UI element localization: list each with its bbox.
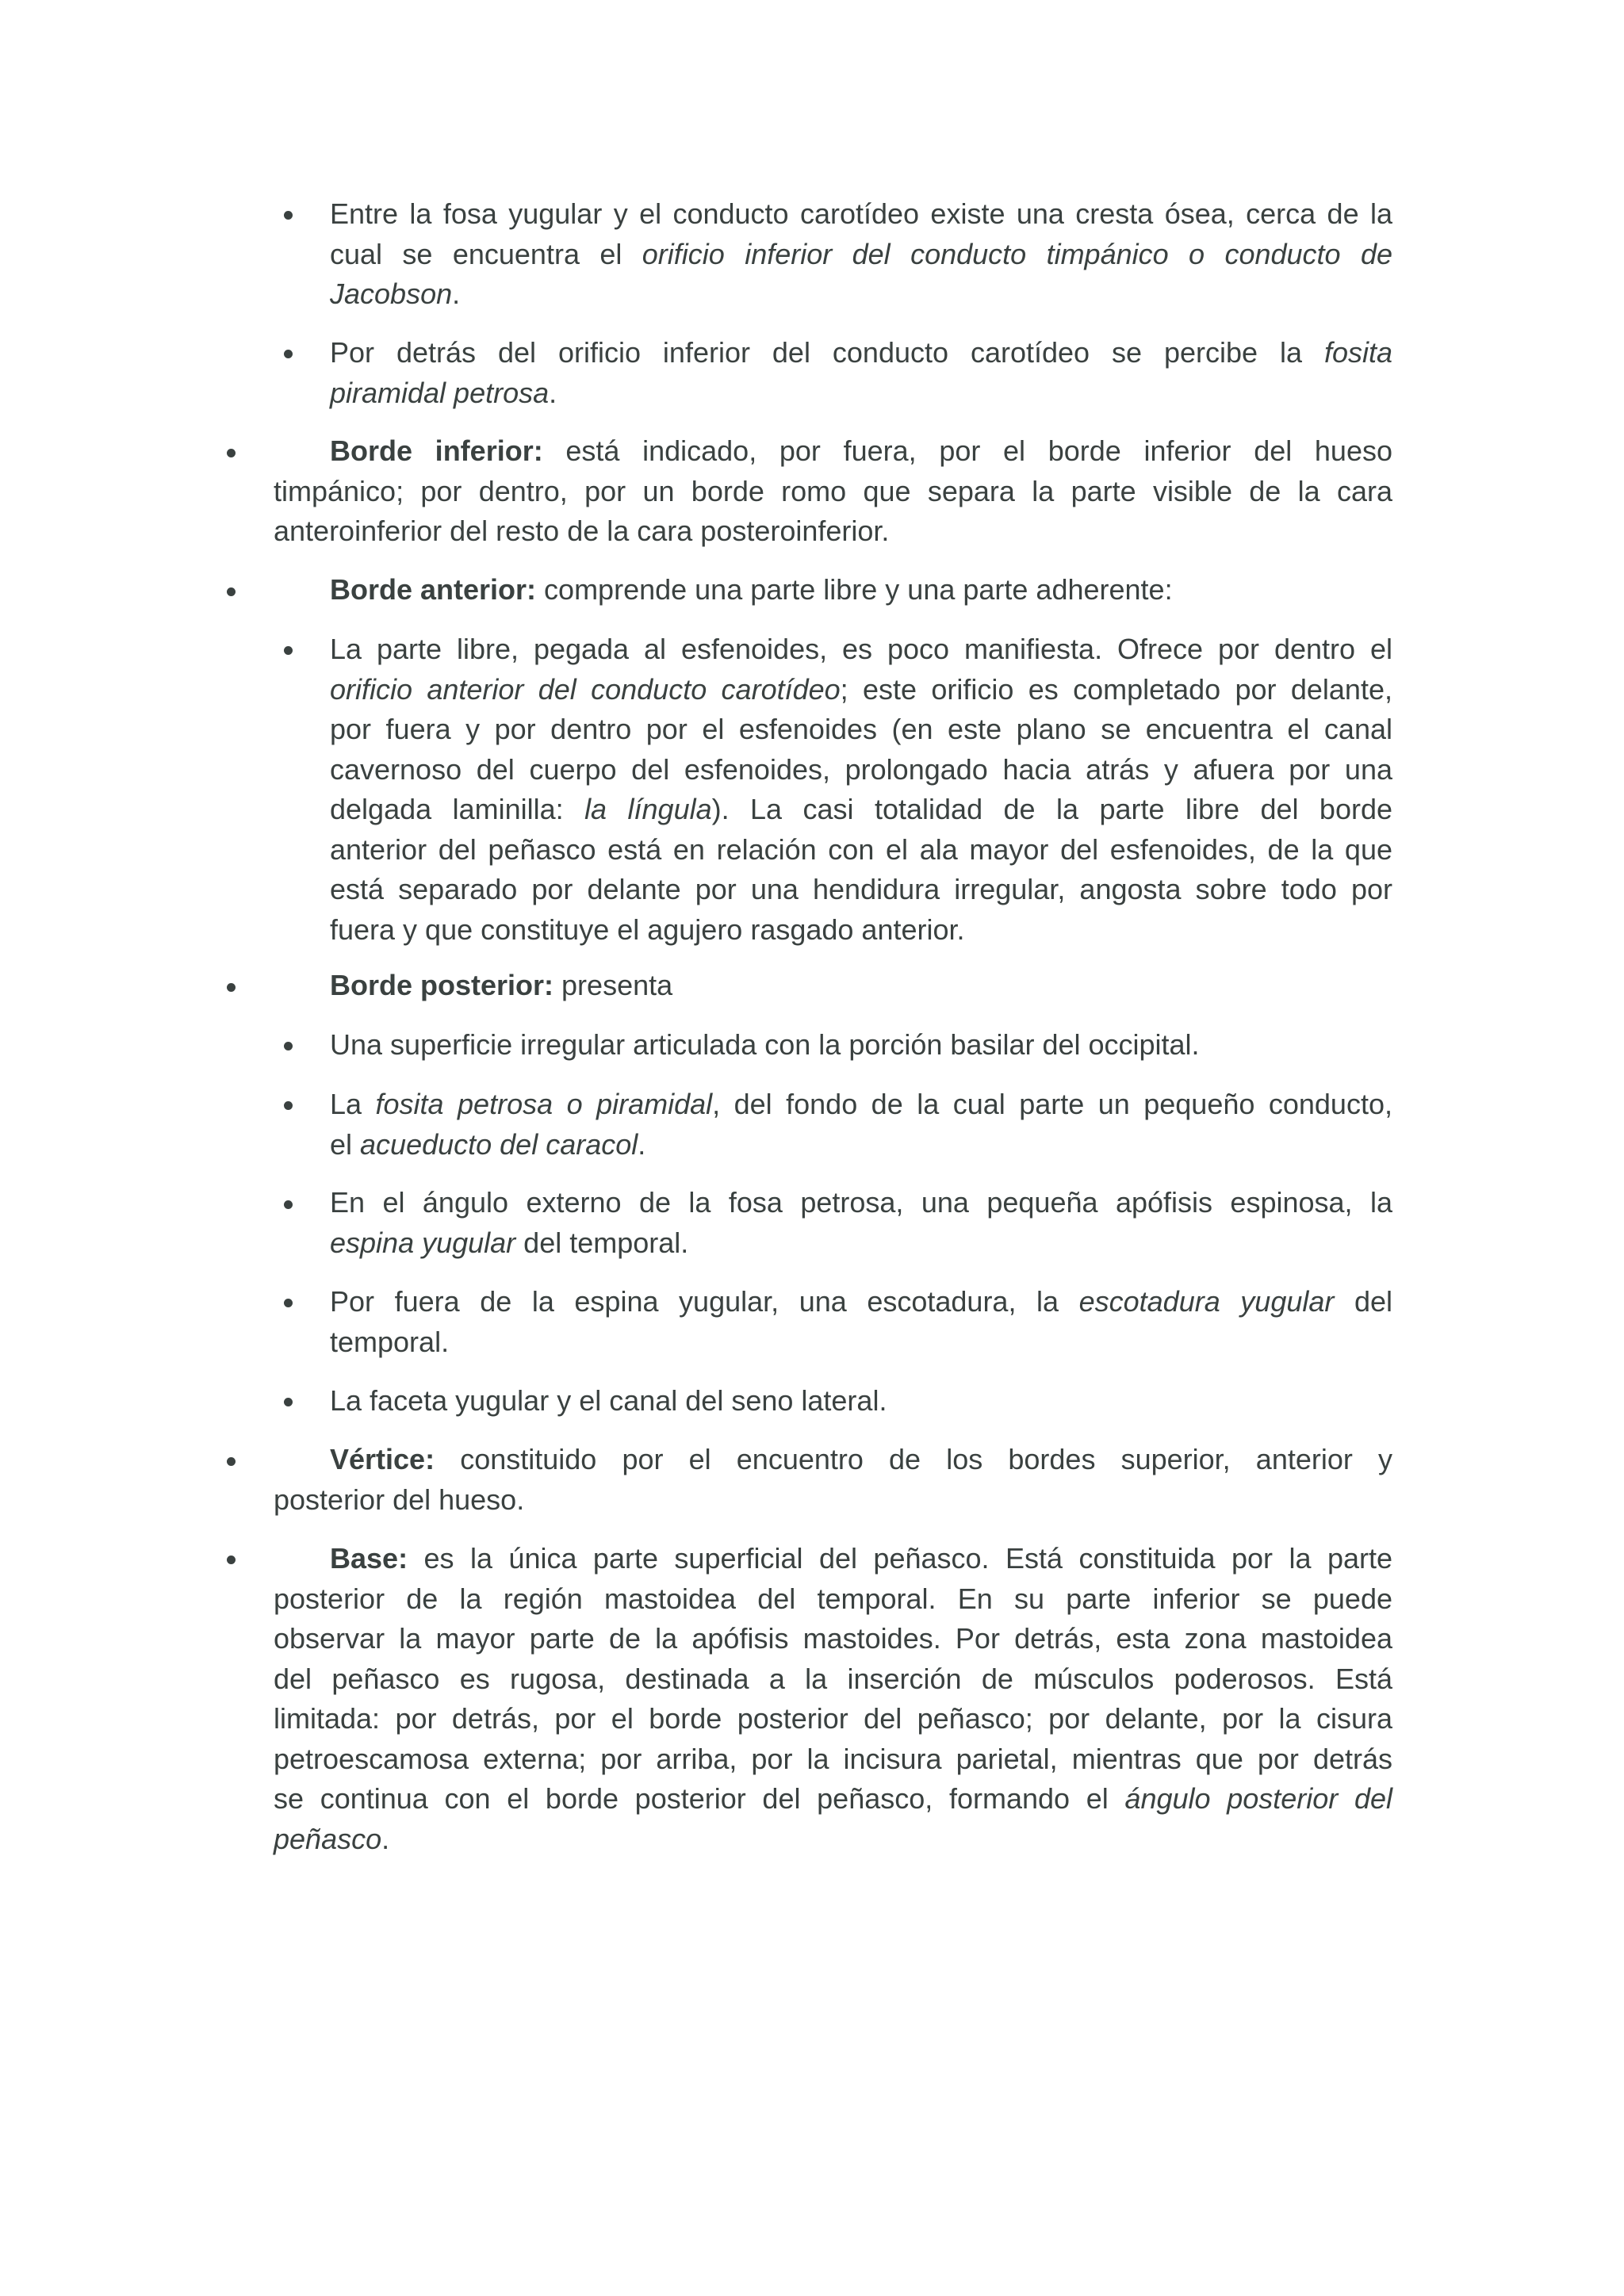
- text-run: está indicado, por fuera, por el borde inferior del hueso: [542, 434, 1392, 467]
- text-line: [330, 1183, 1392, 1223]
- list-bullet: [284, 1101, 293, 1110]
- text-run: .: [638, 1127, 646, 1161]
- list-bullet: [284, 646, 293, 655]
- text-line: [274, 1739, 1392, 1780]
- text-run: .: [549, 376, 557, 409]
- list-item-top: [274, 431, 1392, 552]
- text-run: presenta: [553, 969, 673, 1001]
- list-item-top: [274, 1440, 1392, 1520]
- text-line: [330, 629, 1392, 670]
- text-run: del temporal.: [515, 1226, 689, 1259]
- text-run-italic: orificio inferior del conducto timpánico o conducto de: [642, 237, 1392, 270]
- text-line: [274, 472, 1392, 512]
- list-item-sub: [330, 1183, 1392, 1263]
- list-bullet: [284, 1299, 293, 1307]
- text-run: delgada laminilla:: [330, 793, 585, 825]
- list-item-sub: [330, 1085, 1392, 1165]
- text-line: [274, 511, 1392, 552]
- text-line: [330, 1322, 1392, 1363]
- text-line: [274, 431, 1392, 472]
- text-run: timpánico; por dentro, por un borde romo que separa la parte visible de la cara: [274, 474, 1392, 507]
- list-item-top: [274, 1539, 1392, 1859]
- text-run: .: [452, 277, 461, 310]
- text-line: [274, 1480, 1392, 1521]
- list-bullet: [227, 1556, 236, 1564]
- text-run-italic: espina yugular: [330, 1226, 516, 1259]
- text-line: [330, 1085, 1392, 1125]
- text-run: , del fondo de la cual parte un pequeño conducto,: [712, 1088, 1392, 1120]
- text-run-italic: ángulo posterior del: [1124, 1782, 1392, 1815]
- text-line: [330, 1025, 1392, 1066]
- text-run: del: [1334, 1285, 1392, 1318]
- text-line: [274, 1699, 1392, 1739]
- text-run-italic: peñasco: [274, 1822, 382, 1855]
- text-run-italic: fosita: [1323, 336, 1392, 369]
- text-line: [274, 1659, 1392, 1700]
- text-run-italic: escotadura yugular: [1078, 1285, 1335, 1318]
- text-run: cavernoso del cuerpo del esfenoides, prolongado hacia atrás y afuera por una: [330, 752, 1392, 786]
- text-line: [330, 830, 1392, 871]
- list-item-sub: [330, 629, 1392, 950]
- list-item-sub: [330, 194, 1392, 315]
- text-run: está separado por delante por una hendidura irregular, angosta sobre todo por: [330, 873, 1392, 905]
- list-bullet: [284, 350, 293, 358]
- list-bullet: [284, 211, 293, 220]
- text-run: comprende una parte libre y una parte adherente:: [536, 573, 1173, 606]
- text-line: [274, 1820, 1392, 1860]
- text-line: [274, 1619, 1392, 1659]
- list-bullet: [284, 1200, 293, 1209]
- text-run: limitada: por detrás, por el borde posterior del peñasco; por delante, por la cisura: [274, 1702, 1392, 1735]
- text-line: [274, 1539, 1392, 1579]
- text-run: petroescamosa externa; por arriba, por la incisura parietal, mientras que por detrás: [274, 1742, 1392, 1775]
- list-item-top: [274, 966, 1392, 1006]
- text-run: Entre la fosa yugular y el conducto carotídeo existe una cresta ósea, cerca de la: [330, 197, 1392, 230]
- text-run-italic: fosita petrosa o piramidal: [375, 1088, 713, 1120]
- text-run: La parte libre, pegada al esfenoides, es poco manifiesta. Ofrece por dentro el: [330, 633, 1392, 665]
- text-line: [330, 333, 1392, 373]
- text-line: [330, 373, 1392, 414]
- text-run: .: [381, 1822, 390, 1855]
- text-line: [330, 910, 1392, 951]
- text-run-bold: Borde anterior:: [330, 573, 537, 606]
- text-run-italic: orificio anterior del conducto carotídeo: [330, 672, 841, 706]
- text-line: [330, 670, 1392, 710]
- text-run: anterior del peñasco está en relación con el ala mayor del esfenoides, de la que: [330, 832, 1392, 866]
- text-run: Por detrás del orificio inferior del conducto carotídeo se percibe la: [330, 336, 1324, 369]
- list-item-top: [274, 570, 1392, 610]
- text-run: cual se encuentra el: [330, 237, 642, 270]
- text-run-italic: piramidal petrosa: [330, 376, 550, 409]
- text-line: [330, 710, 1392, 750]
- text-run: es la única parte superficial del peñasco. Está constituida por la parte: [408, 1542, 1392, 1575]
- text-run: ; este orificio es completado por delante,: [840, 672, 1392, 706]
- text-run: anteroinferior del resto de la cara posteroinferior.: [274, 515, 890, 547]
- text-run: temporal.: [330, 1325, 450, 1358]
- text-run: Una superficie irregular articulada con la porción basilar del occipital.: [330, 1028, 1200, 1061]
- text-run: La: [330, 1088, 376, 1120]
- text-run: se continua con el borde posterior del peñasco, formando el: [274, 1782, 1125, 1815]
- text-run: constituido por el encuentro de los bordes superior, anterior y: [435, 1443, 1392, 1475]
- text-run: posterior del hueso.: [274, 1483, 525, 1516]
- text-line: [330, 870, 1392, 910]
- text-run-bold: Borde inferior:: [330, 434, 543, 467]
- text-run: ). La casi totalidad de la parte libre del borde: [711, 793, 1392, 825]
- text-run: por fuera y por dentro por el esfenoides (en este plano se encuentra el canal: [330, 713, 1392, 745]
- list-bullet: [227, 449, 236, 457]
- text-line: [274, 1779, 1392, 1820]
- list-bullet: [227, 1457, 236, 1466]
- text-run-italic: acueducto del caracol: [360, 1127, 638, 1161]
- list-bullet: [284, 1042, 293, 1050]
- list-bullet: [284, 1398, 293, 1406]
- text-line: [274, 570, 1392, 610]
- list-bullet: [227, 587, 236, 596]
- text-run: observar la mayor parte de la apófisis mastoides. Por detrás, esta zona mastoidea: [274, 1622, 1392, 1655]
- text-line: [330, 1381, 1392, 1422]
- list-item-sub: [330, 333, 1392, 413]
- text-line: [330, 1223, 1392, 1264]
- text-run-italic: la língula: [584, 793, 712, 825]
- text-line: [330, 1282, 1392, 1322]
- text-line: [330, 235, 1392, 275]
- text-run: Por fuera de la espina yugular, una escotadura, la: [330, 1285, 1079, 1318]
- text-run-bold: Base:: [330, 1542, 408, 1575]
- text-run: En el ángulo externo de la fosa petrosa, una pequeña apófisis espinosa, la: [330, 1186, 1392, 1219]
- text-line: [330, 1125, 1392, 1165]
- text-line: [274, 1440, 1392, 1480]
- text-line: [330, 194, 1392, 235]
- text-line: [330, 790, 1392, 830]
- text-run-bold: Borde posterior:: [330, 969, 554, 1001]
- text-line: [330, 750, 1392, 790]
- text-run: el: [330, 1127, 361, 1161]
- text-run: fuera y que constituye el agujero rasgado anterior.: [330, 913, 965, 946]
- text-run-bold: Vértice:: [330, 1443, 435, 1475]
- list-item-sub: [330, 1025, 1392, 1066]
- list-bullet: [227, 983, 236, 992]
- text-line: [274, 1579, 1392, 1620]
- text-run-italic: Jacobson: [330, 277, 453, 310]
- text-run: posterior de la región mastoidea del temporal. En su parte inferior se puede: [274, 1582, 1392, 1615]
- text-line: [330, 274, 1392, 315]
- list-item-sub: [330, 1381, 1392, 1422]
- text-run: del peñasco es rugosa, destinada a la inserción de músculos poderosos. Está: [274, 1662, 1392, 1695]
- list-item-sub: [330, 1282, 1392, 1362]
- text-line: [274, 966, 1392, 1006]
- text-run: La faceta yugular y el canal del seno lateral.: [330, 1384, 887, 1417]
